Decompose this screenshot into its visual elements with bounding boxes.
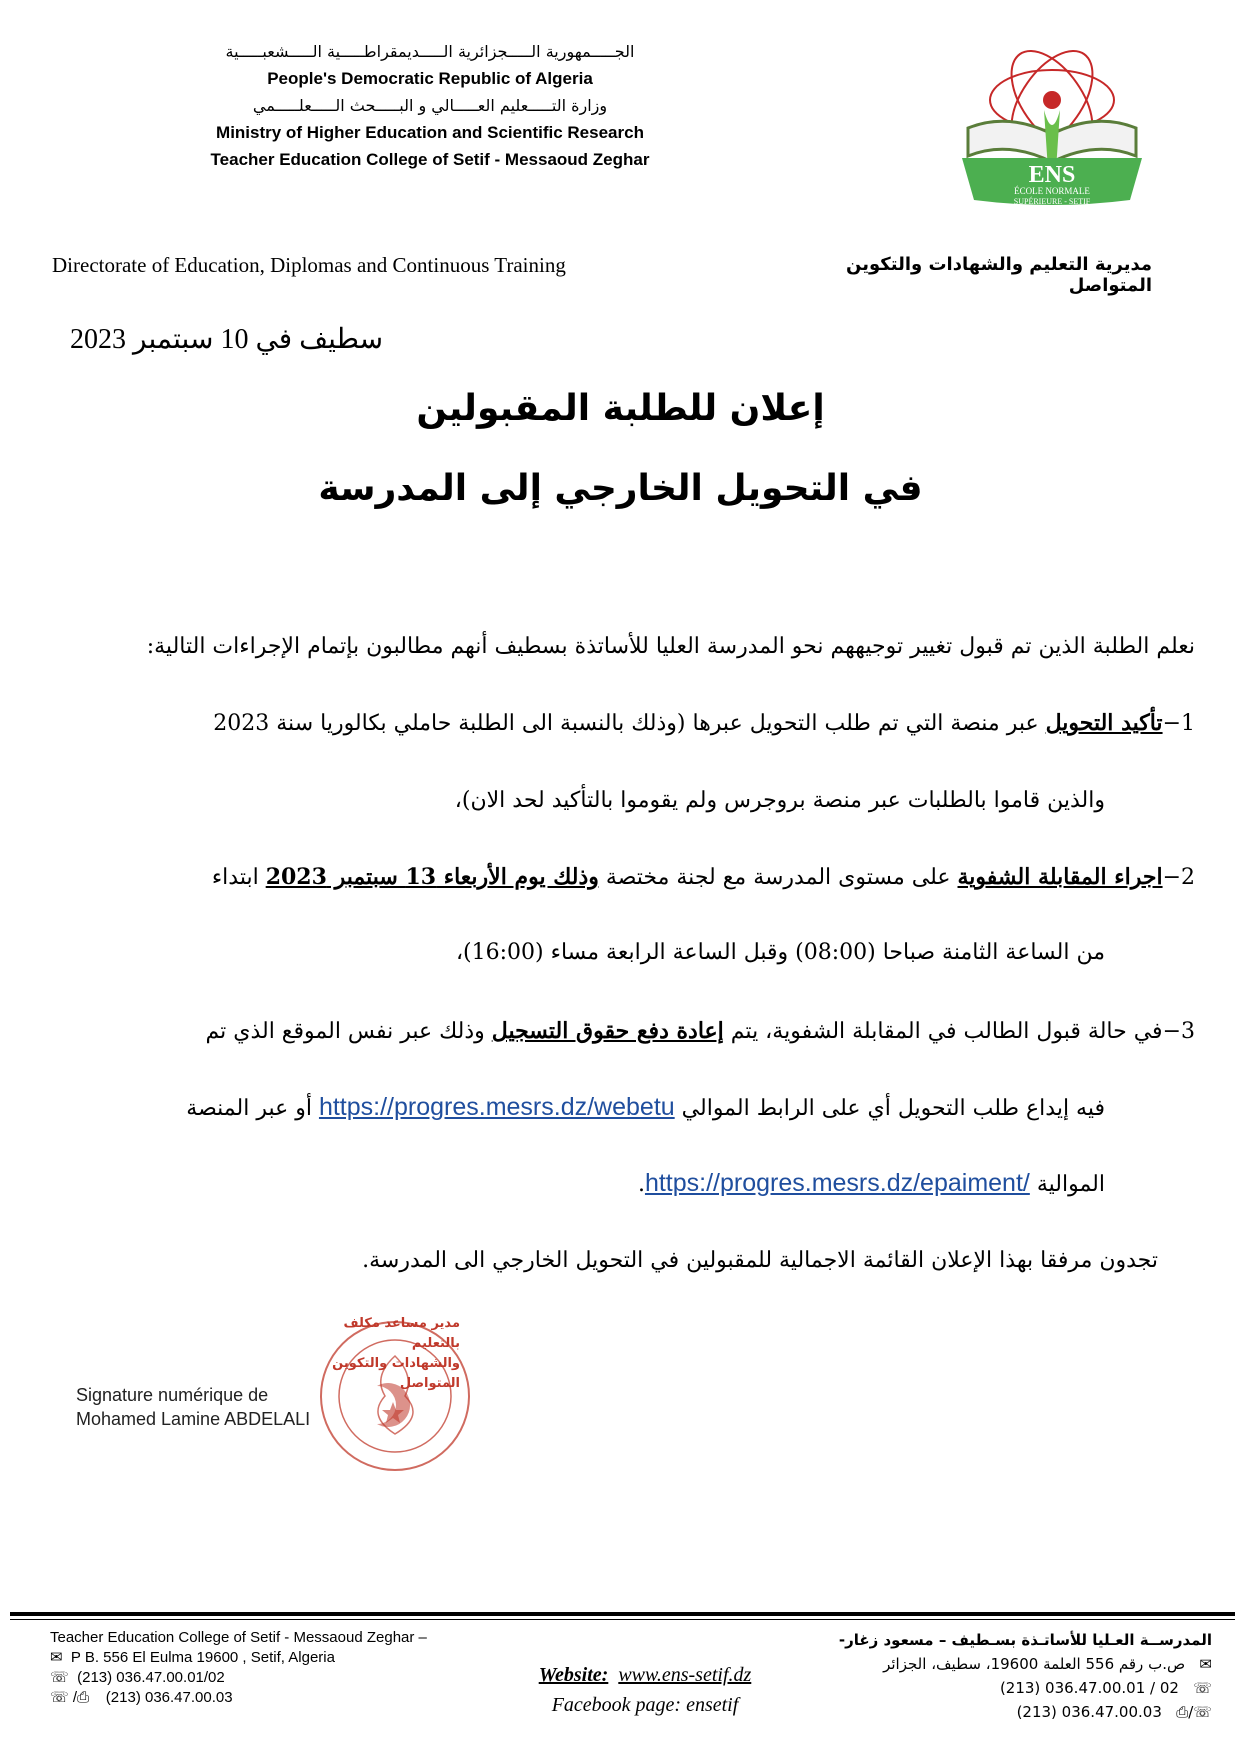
footer-rule-thin [10,1619,1235,1620]
website-link[interactable]: www.ens-setif.dz [618,1664,752,1686]
item2-end: ابتداء [211,865,266,890]
item1-bold: تأكيد التحويل [1045,710,1163,736]
footer-right [820,1628,1212,1724]
title-line2: في التحويل الخارجي إلى المدرسة [318,468,923,509]
webetu-link[interactable]: https://progres.mesrs.dz/webetu [318,1093,675,1121]
official-stamp-icon [315,1316,475,1476]
footer-left: Teacher Education College of Setif - Messaoud Zeghar – ✉ P B. 556 El Eulma 19600 , Setif, Algeria ☏ (213) 036.47.00.01/02 ☏ /⎙ (213) 036.47.00.03 [50,1629,427,1706]
footer-left-line4: (213) 036.47.00.03 [105,1689,233,1706]
item2-date-bold: وذلك يوم الأربعاء 13 سبتمبر 2023 [265,864,599,890]
footer-left-line3: (213) 036.47.00.01/02 [77,1669,225,1686]
footer-right-line2: ص.ب رقم 556 العلمة 19600، سطيف، الجزائر [883,1655,1186,1673]
item3-line2-end: أو عبر المنصة [186,1096,319,1121]
footer-right-line3: (213) 036.47.00.01 / 02 [999,1679,1179,1697]
phone-icon: ☏ [1193,1679,1212,1697]
footer-rule-thick [10,1612,1235,1616]
phone-icon: ☏ [50,1669,69,1686]
intro-paragraph: نعلم الطلبة الذين تم قبول تغيير توجيههم نحو المدرسة العليا للأساتذة بسطيف أنهم مطالبون بإتمام الإجراءات التالية: [146,634,1195,659]
header-institution [140,38,720,173]
item2-mid: على مستوى المدرسة مع لجنة مختصة [598,865,958,890]
item2-line1 [60,862,1195,893]
item2-number: 2− [1162,865,1195,890]
signatory-title-line2: والشهادات والتكوين المتواصل [332,1356,460,1391]
item1-number: 1− [1162,711,1195,736]
item2-line2: من الساعة الثامنة صباحا (08:00) وقبل الساعة الرابعة مساء (16:00)، [455,940,1105,965]
item3-start: في حالة قبول الطالب في المقابلة الشفوية، يتم [723,1019,1163,1044]
logo-sub1: ÉCOLE NORMALE [1014,186,1090,196]
item1-line1 [60,708,1195,739]
ministry-en: Ministry of Higher Education and Scientific Research [216,123,644,142]
logo-text: ENS [1028,162,1076,188]
fax-icon: ⎙ [77,1689,90,1706]
directorate-en: Directorate of Education, Diplomas and Continuous Training [52,253,566,277]
item3-end: وذلك عبر نفس الموقع الذي تم [205,1019,492,1044]
republic-ar: الجـــــمهورية الـــــجزائرية الـــــديمقراطـــــية الـــــشعبـــــية [225,42,635,61]
digital-signature-line1: Signature numérique de [76,1385,269,1405]
ministry-ar: وزارة التـــــعليم العـــــالي و البـــــحث الـــــعلـــــمي [252,96,608,115]
item3-line3-end: . [637,1172,645,1197]
item3-line3-start: الموالية [1029,1172,1105,1197]
epaiment-link[interactable]: https://progres.mesrs.dz/epaiment/ [644,1169,1030,1197]
footer-left-line1: Teacher Education College of Setif - Messaoud Zeghar – [50,1629,427,1646]
title-line1: إعلان للطلبة المقبولين [416,388,825,429]
closing-paragraph: تجدون مرفقا بهذا الإعلان القائمة الاجمالية للمقبولين في التحويل الخارجي الى المدرسة. [362,1248,1158,1273]
digital-signature-line2: Mohamed Lamine ABDELALI [76,1409,311,1429]
envelope-icon: ✉ [1199,1655,1212,1673]
footer-center [480,1660,810,1720]
item3-bold: إعادة دفع حقوق التسجيل [491,1018,724,1044]
item3-line2-start: فيه إيداع طلب التحويل أي على الرابط الموالي [674,1096,1105,1121]
footer-left-line2: P B. 556 El Eulma 19600 , Setif, Algeria [70,1649,335,1666]
item3-number: 3− [1162,1019,1195,1044]
footer-right-line4: (213) 036.47.00.03 [1016,1703,1162,1721]
item3-line3 [60,1168,1105,1200]
website-label: Website: [538,1664,609,1686]
item3-line1 [60,1016,1195,1047]
facebook-page: Facebook page: ensetif [551,1694,739,1716]
item1-line2: والذين قاموا بالطلبات عبر منصة بروجرس ولم يقوموا بالتأكيد لحد الان)، [454,788,1105,813]
republic-en: People's Democratic Republic of Algeria [267,69,593,88]
envelope-icon: ✉ [50,1649,63,1666]
logo-sub2: SUPÉRIEURE - SETIF [1013,197,1091,206]
digital-signature [76,1383,310,1431]
ens-logo [948,40,1156,216]
phone-icon: ☏ [50,1689,69,1706]
college-en: Teacher Education College of Setif - Messaoud Zeghar [210,150,650,169]
footer-right-line1: المدرســة العـليا للأساتـذة بسـطيف – مسعود زغار- [838,1631,1212,1649]
signatory-title-line1: مدير مساعد مكلف بالتعليم [343,1316,460,1351]
directorate-ar: مديرية التعليم والشهادات والتكوين المتواصل [846,254,1152,296]
phone-fax-icon: ☏/⎙ [1176,1703,1212,1721]
document-date: سطيف في 10 سبتمبر 2023 [70,324,384,355]
item1-rest: عبر منصة التي تم طلب التحويل عبرها (وذلك بالنسبة الى الطلبة حاملي بكالوريا سنة 2023 [213,711,1046,736]
item2-bold: اجراء المقابلة الشفوية [957,864,1163,890]
item3-line2 [60,1092,1105,1124]
